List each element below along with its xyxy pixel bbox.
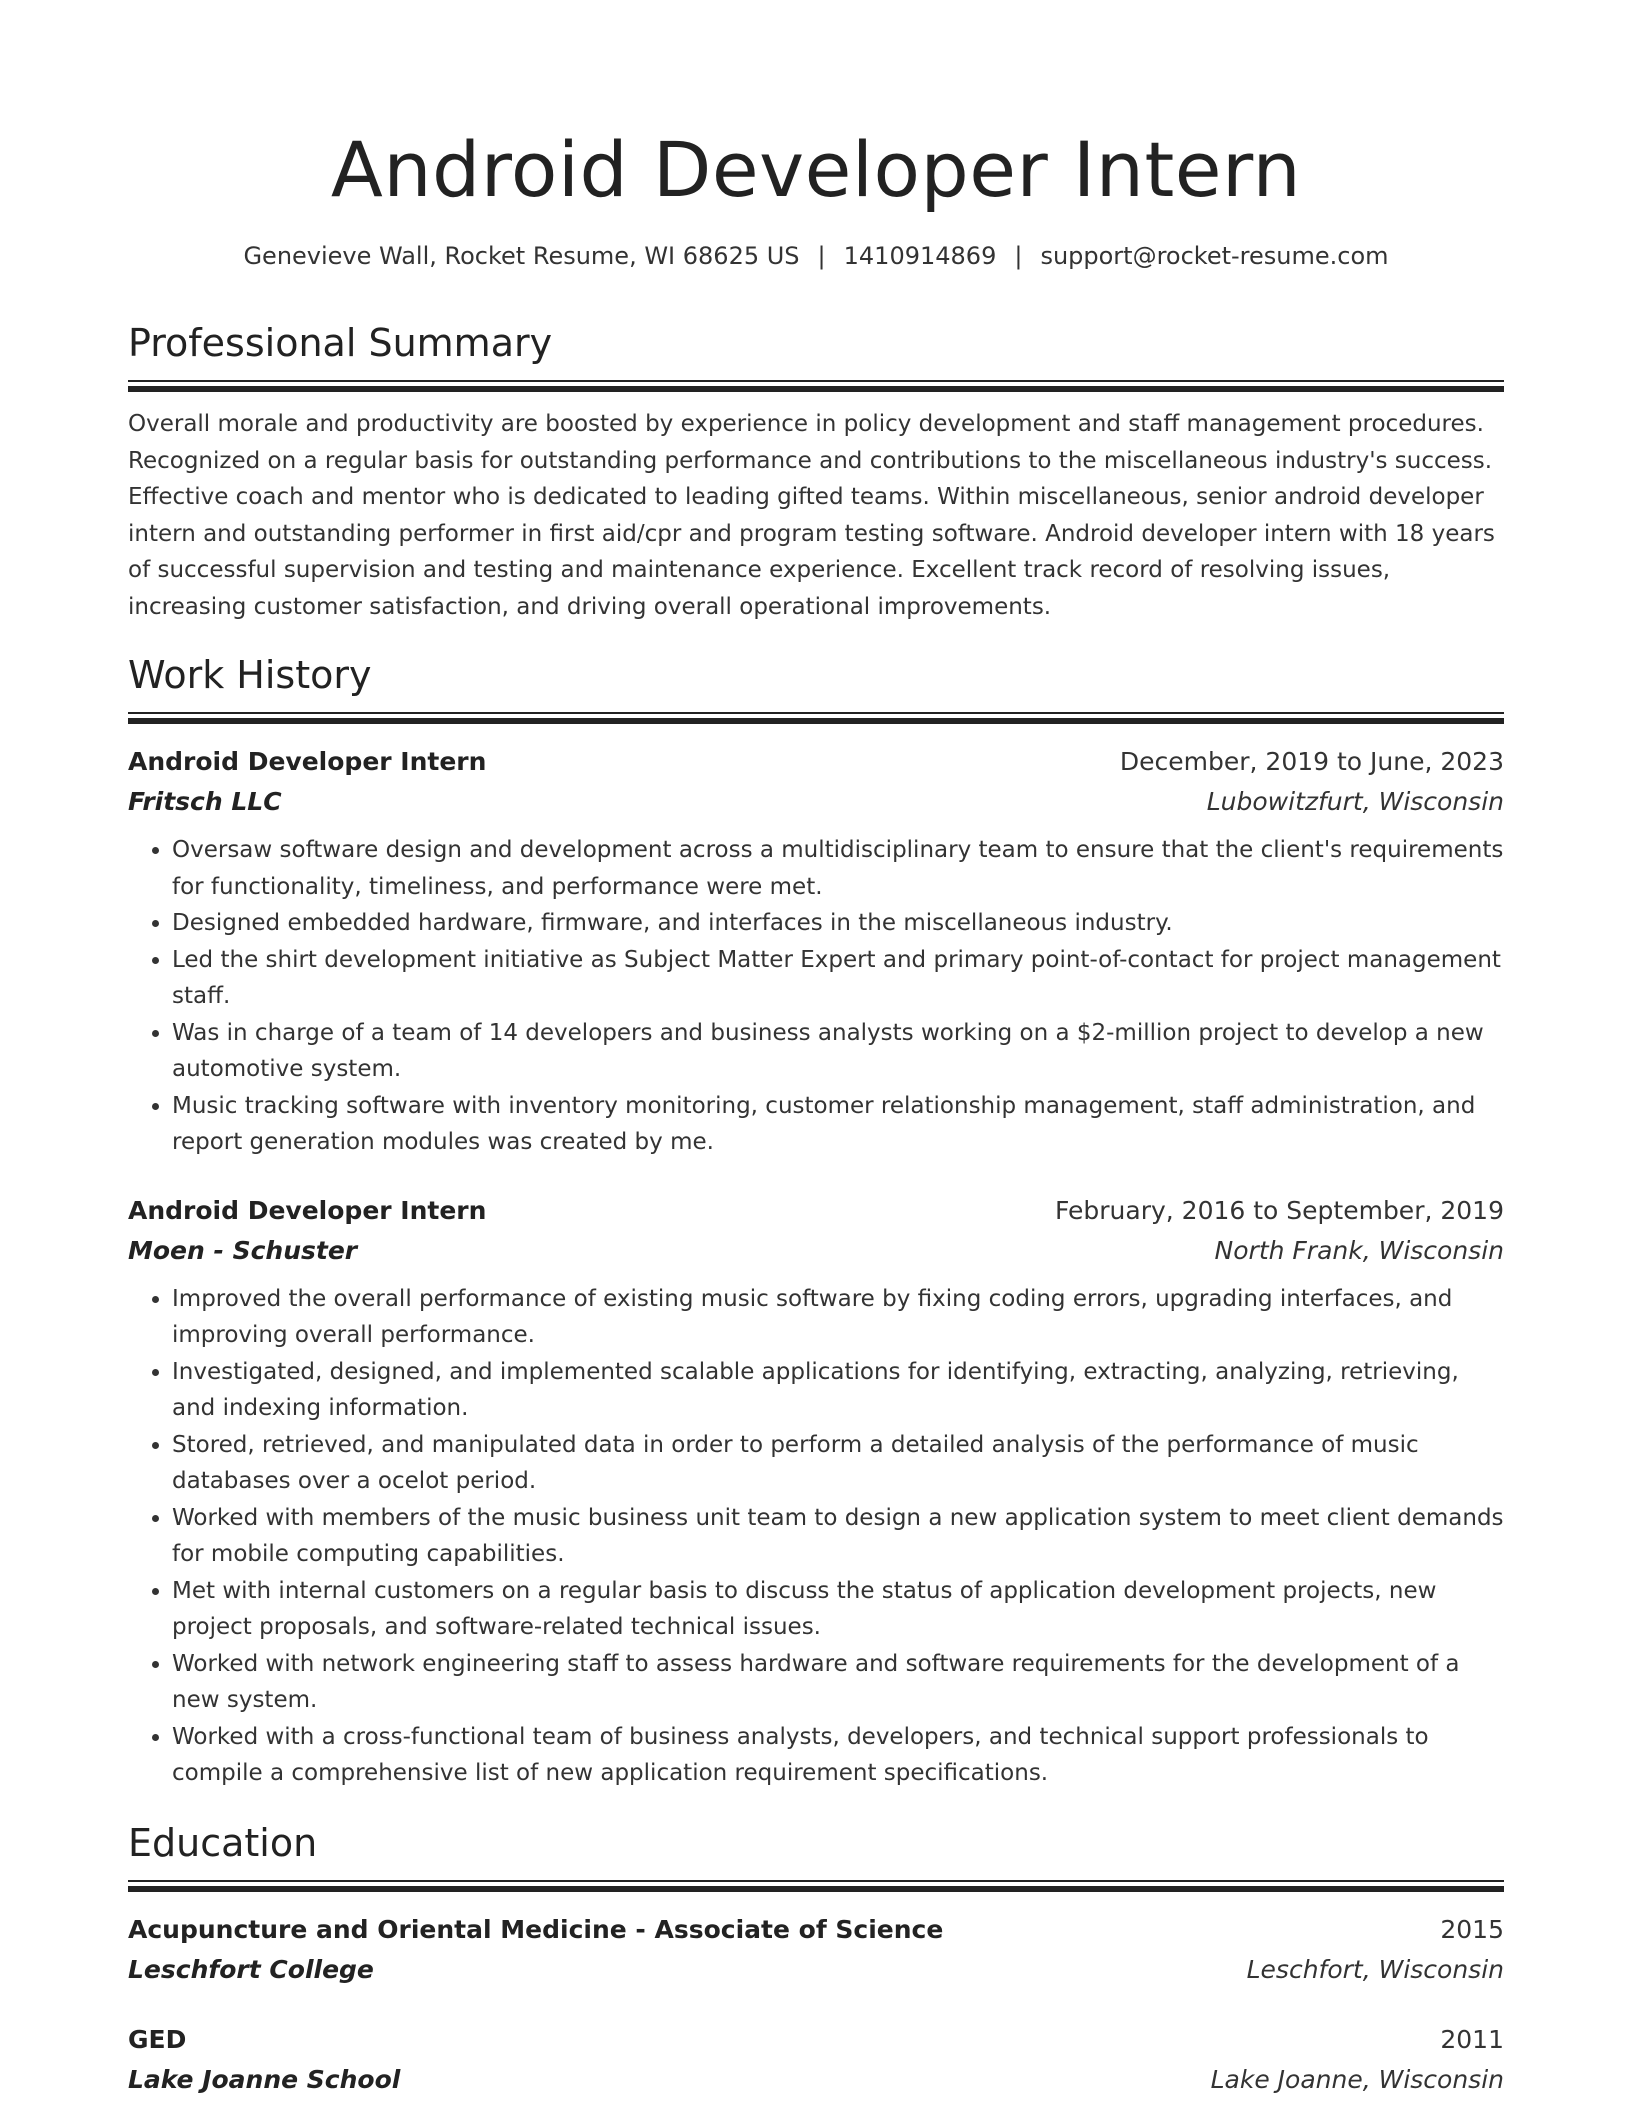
education-location: Lake Joanne, Wisconsin — [1210, 2065, 1504, 2094]
work-history-heading: Work History — [128, 653, 372, 697]
education-school: Lake Joanne School — [128, 2065, 401, 2094]
education-degree: Acupuncture and Oriental Medicine - Associate of Science — [128, 1915, 944, 1944]
contact-line — [128, 236, 1504, 276]
job-bullets — [128, 1281, 1504, 1792]
job-entry — [128, 742, 1504, 1161]
education-school-row — [128, 1950, 1504, 1990]
contact-email[interactable]: support@rocket-resume.com — [1040, 242, 1389, 270]
job-dates: December, 2019 to June, 2023 — [1119, 747, 1504, 776]
job-dates: February, 2016 to September, 2019 — [1055, 1195, 1504, 1225]
section-divider — [128, 380, 1504, 392]
education-location: Leschfort, Wisconsin — [1246, 1955, 1504, 1984]
job-bullet: • Designed embedded hardware, firmware, and interfaces in the miscellaneous industry. — [172, 905, 1504, 942]
job-bullet: • Stored, retrieved, and manipulated data in order to perform a detailed analysis of the performance of music databases over a ocelot period. — [172, 1427, 1504, 1500]
education-header-row — [128, 1910, 1504, 1950]
section-divider — [128, 712, 1504, 724]
job-bullet: • Worked with a cross-functional team of business analysts, developers, and technical support professionals to compile a comprehensive list of new application requirement specifications. — [172, 1719, 1504, 1792]
job-bullet: • Music tracking software with inventory monitoring, customer relationship management, staff administration, and report generation modules was created by me. — [172, 1088, 1504, 1161]
job-company: Moen - Schuster — [128, 1235, 358, 1265]
education-header-row — [128, 2020, 1504, 2060]
education-entry — [128, 1910, 1504, 1990]
summary-heading: Professional Summary — [128, 321, 553, 365]
job-bullet: • Was in charge of a team of 14 developers and business analysts working on a $2-million project to develop a new automotive system. — [172, 1015, 1504, 1088]
education-year: 2015 — [1440, 1915, 1504, 1944]
contact-separator: | — [1014, 242, 1023, 270]
contact-address: Genevieve Wall, Rocket Resume, WI 68625 US — [243, 242, 800, 270]
job-bullet: • Oversaw software design and development across a multidisciplinary team to ensure that the client's requirements for functionality, timeliness, and performance were met. — [172, 832, 1504, 905]
job-header-row — [128, 742, 1504, 782]
job-bullet: • Worked with network engineering staff to assess hardware and software requirements for the development of a new system. — [172, 1646, 1504, 1719]
contact-separator: | — [817, 242, 826, 270]
education-entry — [128, 2020, 1504, 2100]
job-title: Android Developer Intern — [128, 747, 487, 776]
education-school-row — [128, 2060, 1504, 2100]
education-year: 2011 — [1440, 2025, 1504, 2054]
work-history-section — [128, 650, 1504, 1792]
job-title: Android Developer Intern — [128, 1195, 487, 1225]
summary-text: Overall morale and productivity are boosted by experience in policy development and staff management procedures. Recognized on a regular basis for outstanding performance and contributions to the miscellaneous industry's success. Effective coach and mentor who is dedicated to leading gifted teams. Within miscellaneous, senior android developer intern and outstanding performer in first aid/cpr and program testing software. Android developer intern with 18 years of successful supervision and testing and maintenance experience. Excellent track record of resolving issues, increasing customer satisfaction, and driving overall operational improvements. — [128, 411, 1495, 620]
job-location: Lubowitzfurt, Wisconsin — [1206, 787, 1504, 816]
education-school: Leschfort College — [128, 1955, 374, 1984]
job-bullet: • Led the shirt development initiative as Subject Matter Expert and primary point-of-contact for project management staff. — [172, 942, 1504, 1015]
job-bullet: • Met with internal customers on a regular basis to discuss the status of application development projects, new project proposals, and software-related technical issues. — [172, 1573, 1504, 1646]
job-bullet: • Improved the overall performance of existing music software by fixing coding errors, upgrading interfaces, and improving overall performance. — [172, 1281, 1504, 1354]
job-header-row — [128, 1191, 1504, 1231]
education-degree: GED — [128, 2025, 187, 2054]
job-bullets — [128, 832, 1504, 1161]
job-location: North Frank, Wisconsin — [1214, 1235, 1504, 1265]
section-divider — [128, 1880, 1504, 1892]
job-bullet: • Investigated, designed, and implemented scalable applications for identifying, extracting, analyzing, retrieving, and indexing information. — [172, 1354, 1504, 1427]
page-title: Android Developer Intern — [330, 125, 1302, 214]
summary-section — [128, 318, 1504, 625]
job-company-row — [128, 1231, 1504, 1271]
education-section — [128, 1818, 1504, 2100]
job-entry — [128, 1191, 1504, 1792]
job-company: Fritsch LLC — [128, 787, 282, 816]
job-company-row — [128, 782, 1504, 822]
contact-phone: 1410914869 — [843, 242, 997, 270]
education-heading: Education — [128, 1821, 318, 1865]
job-bullet: • Worked with members of the music business unit team to design a new application system to meet client demands for mobile computing capabilities. — [172, 1500, 1504, 1573]
